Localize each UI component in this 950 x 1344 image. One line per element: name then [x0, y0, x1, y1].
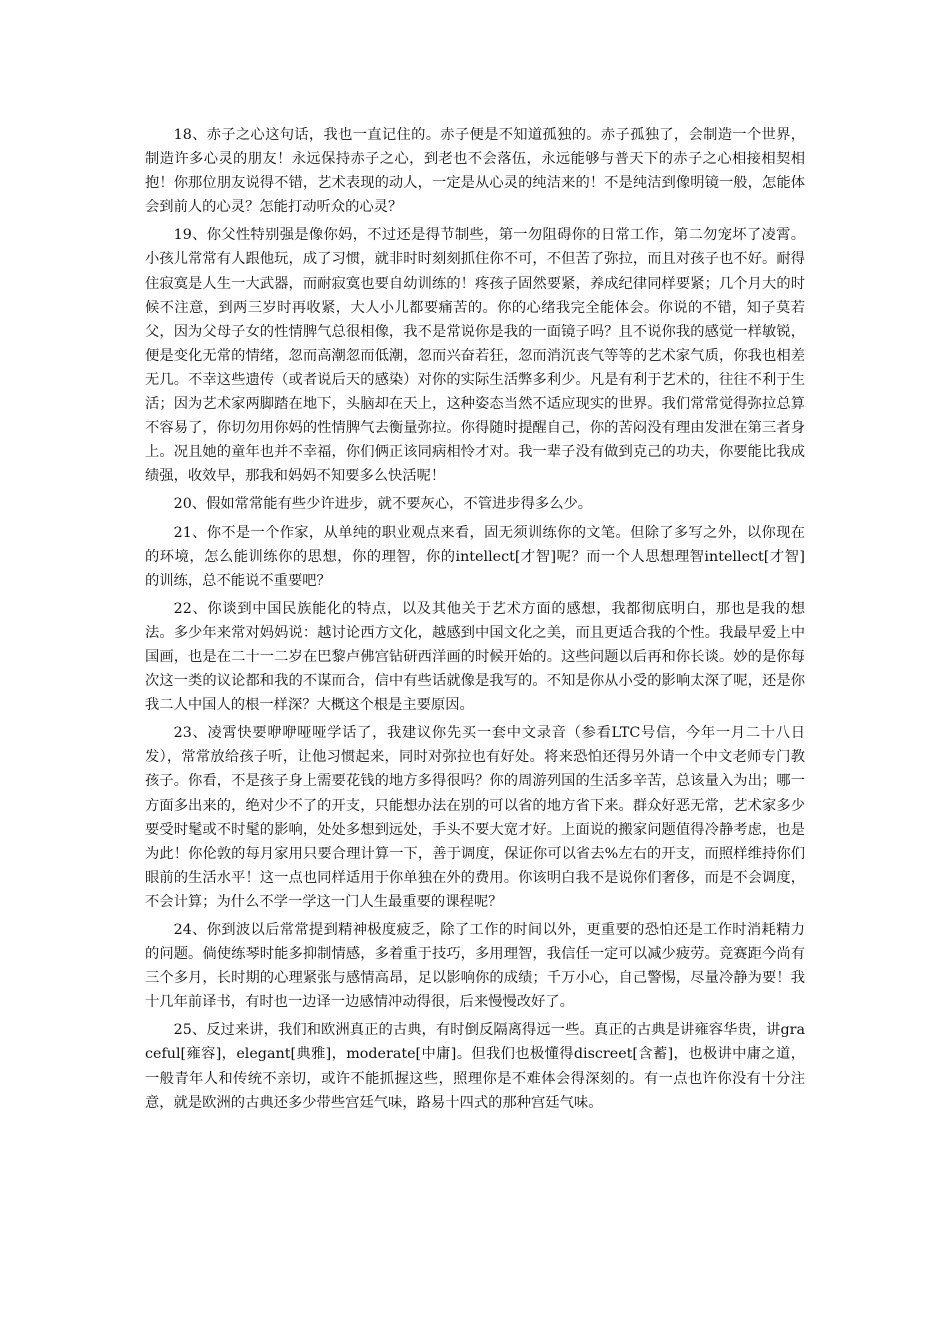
paragraph-19: 19、你父性特别强是像你妈，不过还是得节制些，第一勿阻碍你的日常工作，第二勿宠坏了凌霄。小孩儿常常有人跟他玩，成了习惯，就非时时刻刻抓住你不可，不但苦了弥拉，而且对孩子也不好。耐得住寂寞是人生一大武器，而耐寂寞也要自幼训练的！疼孩子固然要紧，养成纪律同样要紧；几个月大的时候不注意，到两三岁时再收紧，大人小儿都要痛苦的。你的心绪我完全能体会。你说的不错，知子莫若父，因为父母子女的性情脾气总很相像，我不是常说你是我的一面镜子吗？且不说你我的感觉一样敏锐，便是变化无常的情绪，忽而高潮忽而低潮，忽而兴奋若狂，忽而消沉丧气等等的艺术家气质，你我也相差无几。不幸这些遗传（或者说后天的感染）对你的实际生活弊多利少。凡是有利于艺术的，往往不利于生活；因为艺术家两脚踏在地下，头脑却在天上，这种姿态当然不适应现实的世界。我们常常觉得弥拉总算不容易了，你切勿用你妈的性情脾气去衡量弥拉。你得随时提醒自己，你的苦闷没有理由发泄在第三者身上。况且她的童年也并不幸福，你们俩正该同病相怜才对。我一辈子没有做到克己的功夫，你要能比我成绩强，收效早，那我和妈妈不知要多么快活呢！ [145, 227, 805, 485]
document-body [145, 123, 805, 1119]
paragraph-22: 22、你谈到中国民族能化的特点，以及其他关于艺术方面的感想，我都彻底明白，那也是我的想法。多少年来常对妈妈说：越讨论西方文化，越感到中国文化之美，而且更适合我的个性。我最早爱上中国画，也是在二十一二岁在巴黎卢佛宫钻研西洋画的时候开始的。这些问题以后再和你长谈。妙的是你每次这一类的议论都和我的不谋而合，信中有些话就像是我写的。不知是你从小受的影响太深了呢，还是你我二人中国人的根一样深？大概这个根是主要原因。 [145, 600, 805, 714]
paragraph-24: 24、你到波以后常常提到精神极度疲乏，除了工作的时间以外，更重要的恐怕还是工作时消耗精力的问题。倘使练琴时能多抑制情感，多着重于技巧，多用理智，我信任一定可以减少疲劳。竞赛距今尚有三个多月，长时期的心理紧张与感情高昂，足以影响你的成绩；千万小心，自己警惕，尽量冷静为要！我十几年前译书，有时也一边译一边感情冲动得很，后来慢慢改好了。 [145, 922, 805, 1011]
paragraph-18: 18、赤子之心这句话，我也一直记住的。赤子便是不知道孤独的。赤子孤独了，会制造一个世界，制造许多心灵的朋友！永远保持赤子之心，到老也不会落伍，永远能够与普天下的赤子之心相接相契相抱！你那位朋友说得不错，艺术表现的动人，一定是从心灵的纯洁来的！不是纯洁到像明镜一般，怎能体会到前人的心灵？怎能打动听众的心灵？ [145, 127, 805, 216]
paragraph-23: 23、凌霄快要咿咿哑哑学话了，我建议你先买一套中文录音（参看LTC号信，今年一月二十八日发），常常放给孩子听，让他习惯起来，同时对弥拉也有好处。将来恐怕还得另外请一个中文老师专门教孩子。你看，不是孩子身上需要花钱的地方多得很吗？你的周游列国的生活多辛苦，总该量入为出；哪一方面多出来的，绝对少不了的开支，只能想办法在别的可以省的地方省下来。群众好恶无常，艺术家多少要受时髦或不时髦的影响，处处多想到远处，手头不要大宽才好。上面说的搬家问题值得冷静考虑，也是为此！你伦敦的每月家用只要合理计算一下，善于调度，保证你可以省去%左右的开支，而照样维持你们眼前的生活水平！这一点也同样适用于你单独在外的费用。你该明白我不是说你们奢侈，而是不会调度，不会计算；为什么不学一学这一门人生最重要的课程呢？ [145, 725, 805, 910]
paragraph-25: 25、反过来讲，我们和欧洲真正的古典，有时倒反隔离得远一些。真正的古典是讲雍容华贵，讲graceful[雍容]，elegant[典雅]，moderate[中庸]。但我们也极懂得discreet[含蓄]，也极讲中庸之道，一般青年人和传统不亲切，或许不能抓握这些，照理你是不难体会得深刻的。有一点也许你没有十分注意，就是欧洲的古典还多少带些宫廷气味，路易十四式的那种宫廷气味。 [145, 1022, 805, 1111]
paragraph-20: 20、假如常常能有些少许进步，就不要灰心，不管进步得多么少。 [173, 496, 593, 513]
paragraph-21: 21、你不是一个作家，从单纯的职业观点来看，固无须训练你的文笔。但除了多写之外，以你现在的环境，怎么能训练你的思想，你的理智，你的intellect[才智]呢？而一个人思想理智intellect[才智] 的训练，总不能说不重要吧？ [145, 524, 805, 589]
